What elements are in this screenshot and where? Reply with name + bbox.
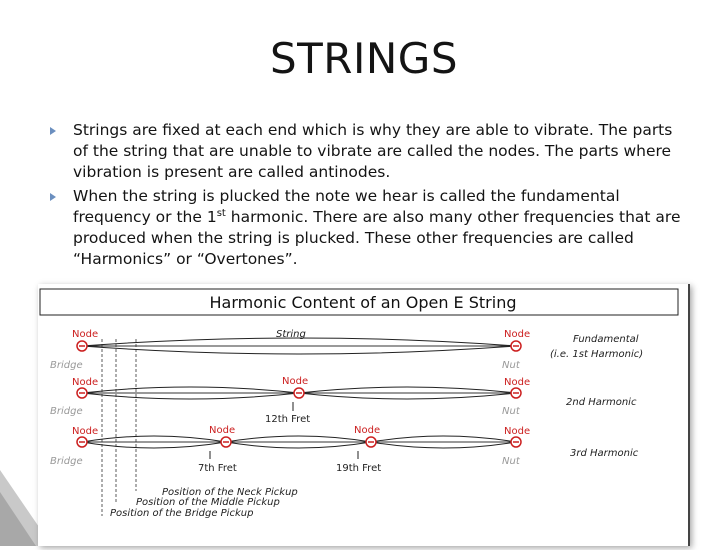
third-harmonic-label: 3rd Harmonic — [570, 448, 639, 459]
fret-label: 12th Fret — [265, 414, 311, 425]
fundamental-label: Fundamental — [573, 334, 639, 345]
bullet-arrow-icon — [50, 127, 56, 135]
harmonics-diagram — [38, 284, 688, 546]
bridge-label: Bridge — [50, 406, 83, 417]
middle-pickup-label: Position of the Middle Pickup — [136, 497, 280, 508]
string-label: String — [276, 329, 306, 340]
fundamental-row — [50, 329, 643, 371]
second-harmonic-label: 2nd Harmonic — [566, 397, 637, 408]
fret-label: 7th Fret — [198, 463, 237, 474]
node-label: Node — [354, 425, 381, 436]
pickup-guides — [102, 339, 136, 516]
fundamental-note: (i.e. 1st Harmonic) — [550, 349, 644, 360]
bridge-label: Bridge — [50, 456, 83, 467]
nut-label: Nut — [502, 360, 520, 371]
bullet-text: Strings are fixed at each end which is why they are able to vibrate. The parts of the string that are unable to vibrate are called the nodes. The parts where vibration is present are called antinodes. — [73, 121, 673, 181]
node-label: Node — [209, 425, 236, 436]
node-label: Node — [504, 329, 531, 340]
bullet-list — [50, 120, 690, 270]
node-label: Node — [72, 377, 99, 388]
node-label: Node — [282, 376, 309, 387]
node-label: Node — [504, 377, 531, 388]
bullet-text: harmonic. There are also many other frequencies that are produced when the string is plucked. These other frequencies are called “Harmonics” or “Overtones”. — [73, 208, 681, 268]
harmonics-figure — [38, 284, 690, 546]
neck-pickup-label: Position of the Neck Pickup — [162, 487, 298, 498]
node-label: Node — [72, 329, 99, 340]
third-harmonic-row — [50, 425, 639, 474]
nut-label: Nut — [502, 456, 520, 467]
second-harmonic-row — [50, 376, 637, 425]
slide-title: STRINGS — [269, 34, 458, 83]
superscript: st — [216, 207, 226, 219]
bullet-item — [50, 120, 690, 183]
node-label: Node — [504, 426, 531, 437]
bullet-text: When the string is plucked the note we hear is called the fundamental frequency or the 1 — [73, 187, 620, 226]
bridge-label: Bridge — [50, 360, 83, 371]
fret-label: 19th Fret — [336, 463, 382, 474]
nut-label: Nut — [502, 406, 520, 417]
bridge-pickup-label: Position of the Bridge Pickup — [110, 508, 254, 519]
bullet-arrow-icon — [50, 193, 56, 201]
node-label: Node — [72, 426, 99, 437]
bullet-item — [50, 186, 690, 270]
diagram-title: Harmonic Content of an Open E String — [209, 293, 517, 312]
